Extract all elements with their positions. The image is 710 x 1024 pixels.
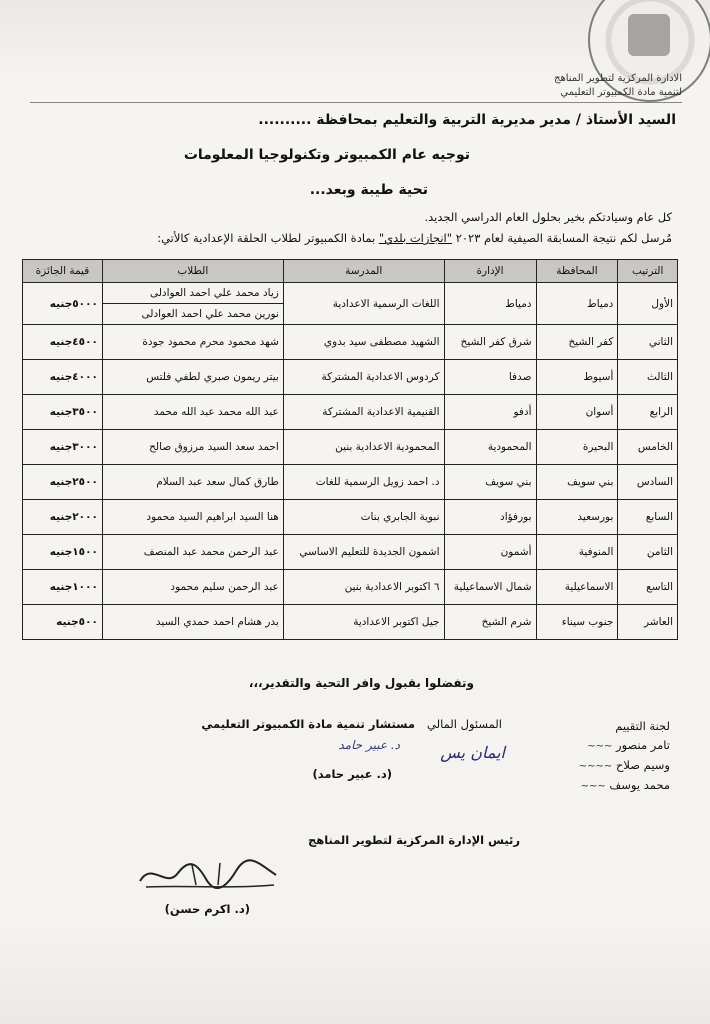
prize-cell: ٣٥٠٠جنيه [23, 395, 103, 430]
results-intro-line [157, 231, 672, 245]
akram-signature [132, 855, 282, 897]
table-header-row [23, 260, 678, 283]
closing-line: وتفضلوا بقبول وافر التحية والتقدير،،، [248, 676, 474, 690]
evaluation-committee [579, 717, 670, 796]
signature-scribble: ~~~ [587, 741, 613, 752]
official-role: مستشار تنمية مادة الكمبيوتر التعليمي [201, 717, 415, 731]
rank-cell: السابع [618, 500, 678, 535]
students-cell [102, 395, 283, 430]
school-cell: د. احمد زويل الرسمية للغات [283, 465, 444, 500]
results-intro-suffix: بمادة الكمبيوتر لطلاب الحلقة الإعدادية كالأتي: [157, 231, 376, 245]
table-row [23, 535, 678, 570]
greeting-line: تحية طيبة وبعد... [309, 182, 428, 198]
eman-signature: ايمان يس [440, 743, 505, 762]
rank-cell: الثامن [618, 535, 678, 570]
prize-cell: ٢٥٠٠جنيه [23, 465, 103, 500]
header-students: الطلاب [102, 260, 283, 283]
official-label: المسئول المالي [427, 717, 502, 731]
abeer-name: (د. عبير حامد) [312, 767, 392, 781]
table-row [23, 283, 678, 325]
prize-cell: ٣٠٠٠جنيه [23, 430, 103, 465]
student-name: احمد سعد السيد مرزوق صالح [149, 441, 279, 453]
governorate-cell: البحيرة [536, 430, 618, 465]
governorate-cell: المنوفية [536, 535, 618, 570]
rank-cell: الثالث [618, 360, 678, 395]
student-name: بدر هشام احمد حمدي السيد [155, 616, 279, 628]
intro-line: كل عام وسيادتكم بخير بحلول العام الدراسي الجديد. [424, 210, 672, 224]
prize-cell: ١٠٠٠جنيه [23, 570, 103, 605]
governorate-cell: أسيوط [536, 360, 618, 395]
department-header [554, 72, 682, 100]
prize-cell: ٤٥٠٠جنيه [23, 325, 103, 360]
school-cell: نبوية الجابري بنات [283, 500, 444, 535]
table-row [23, 395, 678, 430]
table-row [23, 360, 678, 395]
prize-cell: ١٥٠٠جنيه [23, 535, 103, 570]
prize-cell: ٤٠٠٠جنيه [23, 360, 103, 395]
student-name: عبد الله محمد عبد الله محمد [153, 406, 279, 418]
header-administration: الإدارة [444, 260, 536, 283]
rank-cell: الثاني [618, 325, 678, 360]
directorate-title: توجيه عام الكمبيوتر وتكنولوجيا المعلومات [183, 147, 470, 163]
administration-cell: بورفؤاد [444, 500, 536, 535]
students-cell [102, 283, 283, 325]
committee-member-name: وسيم صلاح [615, 758, 670, 772]
signature-scribble: ~~~~ [578, 761, 613, 772]
school-cell: الشهيد مصطفى سيد بدوي [283, 325, 444, 360]
committee-title: لجنة التقييم [615, 719, 670, 733]
administration-cell: صدفا [444, 360, 536, 395]
school-cell: القنيمية الاعدادية المشتركة [283, 395, 444, 430]
students-cell [102, 465, 283, 500]
competition-title: "انجازات بلدي" [378, 231, 453, 245]
rank-cell: السادس [618, 465, 678, 500]
governorate-cell: بني سويف [536, 465, 618, 500]
governorate-cell: دمياط [536, 283, 618, 325]
abeer-signature: د. عبير حامد [338, 738, 400, 752]
student-name: بيتر ريمون صبري لطفي فلتس [146, 371, 279, 383]
administration-cell: المحمودية [444, 430, 536, 465]
administration-cell: بني سويف [444, 465, 536, 500]
header-rank: الترتيب [618, 260, 678, 283]
header-prize: قيمة الجائزة [23, 260, 103, 283]
table-row [23, 465, 678, 500]
rank-cell: العاشر [618, 605, 678, 640]
student-name: شهد محمود محرم محمود جودة [142, 336, 279, 348]
governorate-cell: بورسعيد [536, 500, 618, 535]
results-intro-prefix: مُرسل لكم نتيجة المسابقة الصيفية لعام ٢٠٢٣ [455, 231, 672, 245]
rank-cell: التاسع [618, 570, 678, 605]
table-row [23, 570, 678, 605]
student-name: هنا السيد ابراهيم السيد محمود [146, 511, 279, 523]
table-row [23, 325, 678, 360]
student-name: نورين محمد علي احمد العوادلى [103, 303, 283, 324]
students-cell [102, 605, 283, 640]
header-governorate: المحافظة [536, 260, 618, 283]
committee-member [579, 736, 670, 756]
rank-cell: الأول [618, 283, 678, 325]
department-line-2: لتنمية مادة الكمبيوتر التعليمي [560, 87, 682, 98]
table-row [23, 500, 678, 535]
student-name: عبد الرحمن محمد عبد المنصف [143, 546, 279, 558]
administration-cell: شرق كفر الشيخ [444, 325, 536, 360]
school-cell: اللغات الرسمية الاعدادية [283, 283, 444, 325]
rank-cell: الخامس [618, 430, 678, 465]
administration-cell: دمياط [444, 283, 536, 325]
prize-cell: ٥٠٠جنيه [23, 605, 103, 640]
governorate-cell: كفر الشيخ [536, 325, 618, 360]
students-cell [102, 535, 283, 570]
table-row [23, 430, 678, 465]
students-cell [102, 325, 283, 360]
committee-member-name: تامر منصور [616, 738, 670, 752]
governorate-cell: جنوب سيناء [536, 605, 618, 640]
rank-cell: الرابع [618, 395, 678, 430]
student-name: طارق كمال سعد عبد السلام [156, 476, 279, 488]
school-cell: ٦ اكتوبر الاعدادية بنين [283, 570, 444, 605]
administration-cell: أدفو [444, 395, 536, 430]
governorate-cell: أسوان [536, 395, 618, 430]
prize-cell: ٢٠٠٠جنيه [23, 500, 103, 535]
prize-cell: ٥٠٠٠جنيه [23, 283, 103, 325]
student-name: زياد محمد علي احمد العوادلى [149, 287, 279, 299]
administration-cell: شرم الشيخ [444, 605, 536, 640]
header-divider [30, 102, 682, 103]
central-admin-head-title: رئيس الإدارة المركزية لتطوير المناهج [307, 833, 520, 847]
school-cell: المحمودية الاعدادية بنين [283, 430, 444, 465]
addressee-line: السيد الأستاذ / مدير مديرية التربية والتعليم بمحافظة .......... [258, 112, 676, 128]
signature-scribble: ~~~ [580, 781, 606, 792]
school-cell: جيل اكتوبر الاعدادية [283, 605, 444, 640]
administration-cell: شمال الاسماعيلية [444, 570, 536, 605]
students-cell [102, 570, 283, 605]
financial-official [201, 717, 502, 731]
header-school: المدرسة [283, 260, 444, 283]
student-name: عبد الرحمن سليم محمود [170, 581, 279, 593]
students-cell [102, 430, 283, 465]
committee-member [579, 756, 670, 776]
administration-cell: أشمون [444, 535, 536, 570]
committee-member-name: محمد يوسف [609, 778, 670, 792]
school-cell: كردوس الاعدادية المشتركة [283, 360, 444, 395]
students-cell [102, 360, 283, 395]
governorate-cell: الاسماعيلية [536, 570, 618, 605]
akram-name: (د. اكرم حسن) [164, 902, 250, 916]
committee-member [579, 776, 670, 796]
department-line-1: الادارة المركزية لتطوير المناهج [554, 73, 682, 84]
students-cell [102, 500, 283, 535]
table-row [23, 605, 678, 640]
school-cell: اشمون الجديدة للتعليم الاساسي [283, 535, 444, 570]
results-table [22, 259, 678, 640]
